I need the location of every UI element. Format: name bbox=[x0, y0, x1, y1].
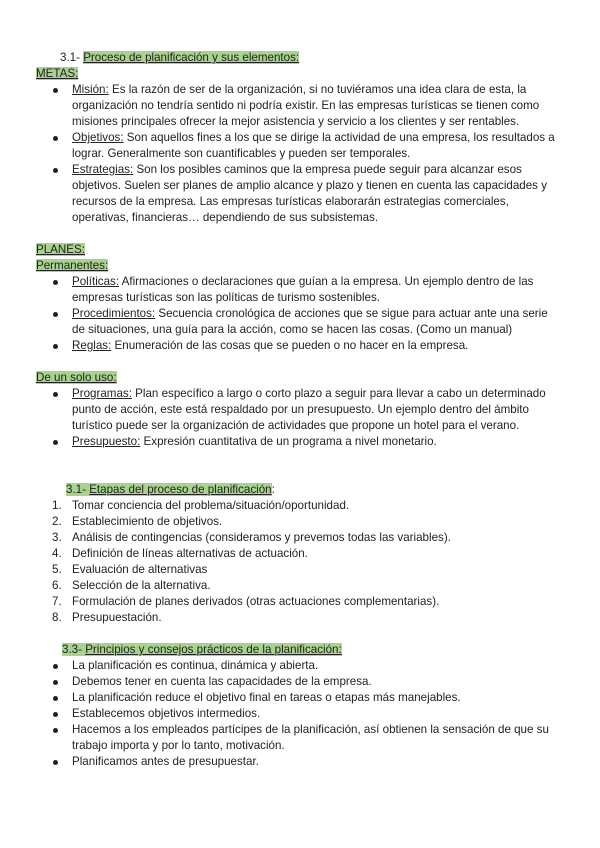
list-item bbox=[36, 162, 556, 226]
item-text: Plan específico a largo o corto plazo a seguir para llevar a cabo un determinado punto de acción, este está respaldado por un presupuesto. Un ejemplo dentro del ámbito turístico puede ser la organización de actividades que propone un hotel para el verano. bbox=[72, 387, 546, 432]
solo-uso-heading-text: De un solo uso: bbox=[36, 371, 117, 384]
list-item bbox=[36, 338, 556, 354]
bullet-icon bbox=[53, 440, 58, 445]
item-term: Presupuesto: bbox=[72, 435, 141, 448]
item-text: Expresión cuantitativa de un programa a nivel monetario. bbox=[140, 435, 437, 448]
list-item bbox=[36, 130, 556, 162]
bullet-icon bbox=[53, 88, 58, 93]
section-number: 3.1- bbox=[66, 483, 90, 496]
item-text: La planificación reduce el objetivo final en tareas o etapas más manejables. bbox=[72, 691, 461, 704]
list-item bbox=[36, 434, 556, 450]
item-number: 2. bbox=[52, 515, 62, 528]
item-text: Son aquellos fines a los que se dirige la actividad de una empresa, los resultados a lograr. Generalmente son cuantificables y pueden ser temporales. bbox=[72, 131, 555, 160]
section-number: 3.3- bbox=[62, 643, 86, 656]
bullet-icon bbox=[53, 312, 58, 317]
list-item bbox=[36, 578, 556, 594]
section-heading-principios bbox=[62, 642, 342, 658]
item-number: 6. bbox=[52, 579, 62, 592]
bullet-icon bbox=[53, 168, 58, 173]
bullet-icon bbox=[53, 136, 58, 141]
list-item bbox=[36, 546, 556, 562]
section-title: Etapas del proceso de planificación bbox=[89, 483, 272, 496]
bullet-icon bbox=[53, 680, 58, 685]
item-term: Estrategias: bbox=[72, 163, 134, 176]
list-item bbox=[36, 706, 556, 722]
item-text: Afirmaciones o declaraciones que guían a la empresa. Un ejemplo dentro de las empresas turísticas son las políticas de turismo sostenibles. bbox=[72, 275, 534, 304]
bullet-icon bbox=[53, 664, 58, 669]
list-item bbox=[36, 690, 556, 706]
section-title: Proceso de planificación y sus elementos: bbox=[83, 51, 300, 64]
item-term: Procedimientos: bbox=[72, 307, 156, 320]
section-title: Principios y consejos prácticos de la planificación: bbox=[85, 643, 342, 656]
item-text: Enumeración de las cosas que se pueden o no hacer en la empresa. bbox=[111, 339, 469, 352]
principios-list bbox=[36, 658, 556, 770]
item-text: Evaluación de alternativas bbox=[72, 563, 208, 576]
metas-heading bbox=[36, 66, 78, 82]
section-heading-proceso bbox=[60, 50, 299, 66]
solo-uso-heading bbox=[36, 370, 117, 386]
metas-heading-text: METAS: bbox=[36, 67, 79, 80]
list-item bbox=[36, 306, 556, 338]
item-term: Objetivos: bbox=[72, 131, 124, 144]
list-item bbox=[36, 530, 556, 546]
permanentes-list bbox=[36, 274, 556, 354]
item-text: Tomar conciencia del problema/situación/oportunidad. bbox=[72, 499, 350, 512]
bullet-icon bbox=[53, 712, 58, 717]
permanentes-heading-text: Permanentes: bbox=[36, 259, 109, 272]
item-text: Selección de la alternativa. bbox=[72, 579, 211, 592]
item-text: Establecemos objetivos intermedios. bbox=[72, 707, 261, 720]
list-item bbox=[36, 514, 556, 530]
item-text: Son los posibles caminos que la empresa puede seguir para alcanzar esos objetivos. Suelen ser planes de amplio alcance y plazo y tienen en cuenta las capacidades y recursos de la empresa. Las empresas turísticas elaborarán estrategias comerciales, operativas, financieras… dependiendo de sus subsistemas. bbox=[72, 163, 547, 224]
bullet-icon bbox=[53, 760, 58, 765]
section-number: 3.1- bbox=[60, 51, 84, 64]
solo-uso-list bbox=[36, 386, 556, 450]
item-term: Políticas: bbox=[72, 275, 120, 288]
item-text: La planificación es continua, dinámica y abierta. bbox=[72, 659, 319, 672]
item-term: Reglas: bbox=[72, 339, 112, 352]
item-text: Presupuestación. bbox=[72, 611, 162, 624]
item-term: Programas: bbox=[72, 387, 132, 400]
item-text: Definición de líneas alternativas de actuación. bbox=[72, 547, 308, 560]
planes-heading bbox=[36, 242, 85, 258]
item-text: Establecimiento de objetivos. bbox=[72, 515, 223, 528]
bullet-icon bbox=[53, 280, 58, 285]
bullet-icon bbox=[53, 344, 58, 349]
item-number: 4. bbox=[52, 547, 62, 560]
item-text: Hacemos a los empleados partícipes de la planificación, así obtienen la sensación de que su trabajo importa y por lo tanto, motivación. bbox=[72, 723, 549, 752]
list-item bbox=[36, 610, 556, 626]
item-text: Es la razón de ser de la organización, si no tuviéramos una idea clara de esta, la organización no tendría sentido ni podría existir. En las empresas turísticas se tienen como misiones principales ofrecer la mejor asistencia y servicio a los clientes y ser rentables. bbox=[72, 83, 540, 128]
list-item bbox=[36, 658, 556, 674]
item-text: Formulación de planes derivados (otras actuaciones complementarias). bbox=[72, 595, 440, 608]
list-item bbox=[36, 594, 556, 610]
item-text: Secuencia cronológica de acciones que se sigue para actuar ante una serie de situaciones, una guía para la acción, como se hacen las cosas. (Como un manual) bbox=[72, 307, 548, 336]
bullet-icon bbox=[53, 392, 58, 397]
list-item bbox=[36, 754, 556, 770]
bullet-icon bbox=[53, 728, 58, 733]
bullet-icon bbox=[53, 696, 58, 701]
list-item bbox=[36, 722, 556, 754]
list-item bbox=[36, 274, 556, 306]
list-item bbox=[36, 386, 556, 434]
item-term: Misión: bbox=[72, 83, 109, 96]
item-number: 7. bbox=[52, 595, 62, 608]
item-text: Debemos tener en cuenta las capacidades de la empresa. bbox=[72, 675, 372, 688]
metas-list bbox=[36, 82, 556, 226]
list-item bbox=[36, 82, 556, 130]
list-item bbox=[36, 562, 556, 578]
section-suffix: : bbox=[271, 483, 275, 496]
permanentes-heading bbox=[36, 258, 108, 274]
item-number: 5. bbox=[52, 563, 62, 576]
item-number: 8. bbox=[52, 611, 62, 624]
etapas-list bbox=[36, 498, 556, 626]
planes-heading-text: PLANES: bbox=[36, 243, 85, 256]
list-item bbox=[36, 498, 556, 514]
item-number: 1. bbox=[52, 499, 62, 512]
item-number: 3. bbox=[52, 531, 62, 544]
item-text: Planificamos antes de presupuestar. bbox=[72, 755, 259, 768]
item-text: Análisis de contingencias (consideramos y prevemos todas las variables). bbox=[72, 531, 451, 544]
list-item bbox=[36, 674, 556, 690]
section-heading-etapas bbox=[66, 482, 275, 498]
